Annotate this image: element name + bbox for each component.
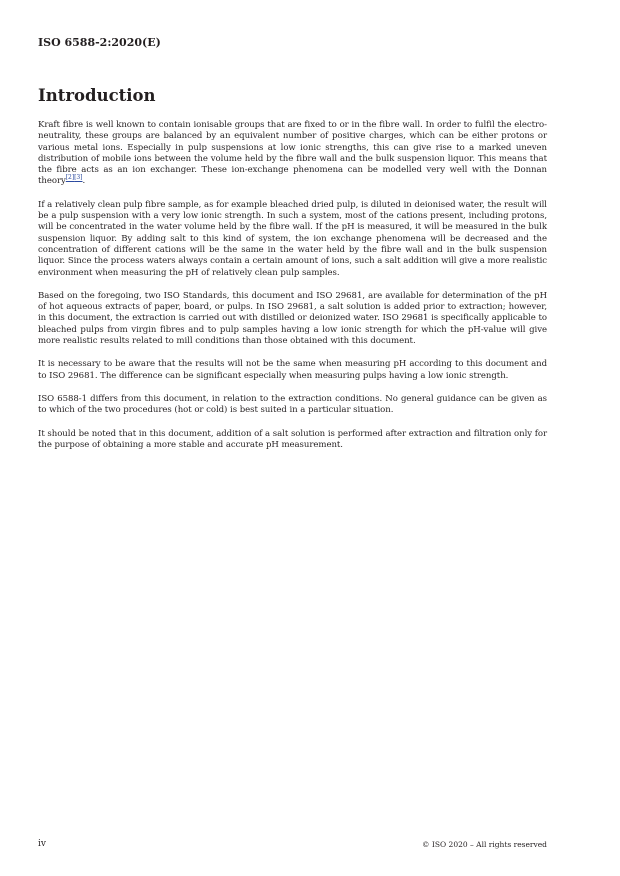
citation-link[interactable]: [2] (65, 174, 75, 182)
paragraph: If a relatively clean pulp fibre sample, as for example bleached dried pulp, is diluted in deionised water, the result will be a pulp suspension with a very low ionic strength. In such a system, most of the cations present, including protons, will be concentrated in the water volume held by the fibre wall. If the pH is measured, it will be measured in the bulk suspension liquor. By adding salt to this kind of system, the ion exchange phenomena will be decreased and the concentration of different cations will be the same in the water held by the fibre wall and in the bulk suspension liquor. Since the process waters always contain a certain amount of ions, such a salt addition will give a more realistic environment when measuring the pH of relatively clean pulp samples. (38, 199, 547, 278)
paragraph: It should be noted that in this document, addition of a salt solution is performed after extraction and filtration only for the purpose of obtaining a more stable and accurate pH measurement. (38, 428, 547, 450)
paragraph (38, 120, 547, 188)
section-title: Introduction (38, 86, 156, 105)
paragraph-text: Kraft fibre is well known to contain ionisable groups that are fixed to or in the fibre wall. In order to fulfil the electro-neutrality, these groups are balanced by an equivalent number of positive charges, which can be either protons or various metal ions. Especially in pulp suspensions at low ionic strengths, this can give rise to a marked uneven distribution of mobile ions between the volume held by the fibre wall and the bulk suspension liquor. This means that the fibre acts as an ion exchanger. These ion-exchange phenomena can be modelled very well with the Donnan theory (38, 120, 547, 187)
document-id-header: ISO 6588-2:2020(E) (38, 36, 161, 49)
paragraph: It is necessary to be aware that the results will not be the same when measuring pH according to this document and to ISO 29681. The difference can be significant especially when measuring pulps having a low ionic strength. (38, 359, 547, 381)
paragraph-tail: . (82, 176, 86, 187)
paragraph: Based on the foregoing, two ISO Standards, this document and ISO 29681, are available for determination of the pH of hot aqueous extracts of paper, board, or pulps. In ISO 29681, a salt solution is added prior to extraction; however, in this document, the extraction is carried out with distilled or deionized water. ISO 29681 is specifically applicable to bleached pulps from virgin fibres and to pulp samples having a low ionic strength for which the pH-value will give more realistic results related to mill conditions than those obtained with this document. (38, 290, 547, 347)
page-number: iv (38, 839, 46, 849)
section-body (38, 120, 547, 463)
paragraph: ISO 6588-1 differs from this document, in relation to the extraction conditions. No general guidance can be given as to which of the two procedures (hot or cold) is best suited in a particular situation. (38, 393, 547, 416)
citation-link[interactable]: [3] (74, 174, 83, 182)
copyright-notice: © ISO 2020 – All rights reserved (422, 840, 547, 849)
